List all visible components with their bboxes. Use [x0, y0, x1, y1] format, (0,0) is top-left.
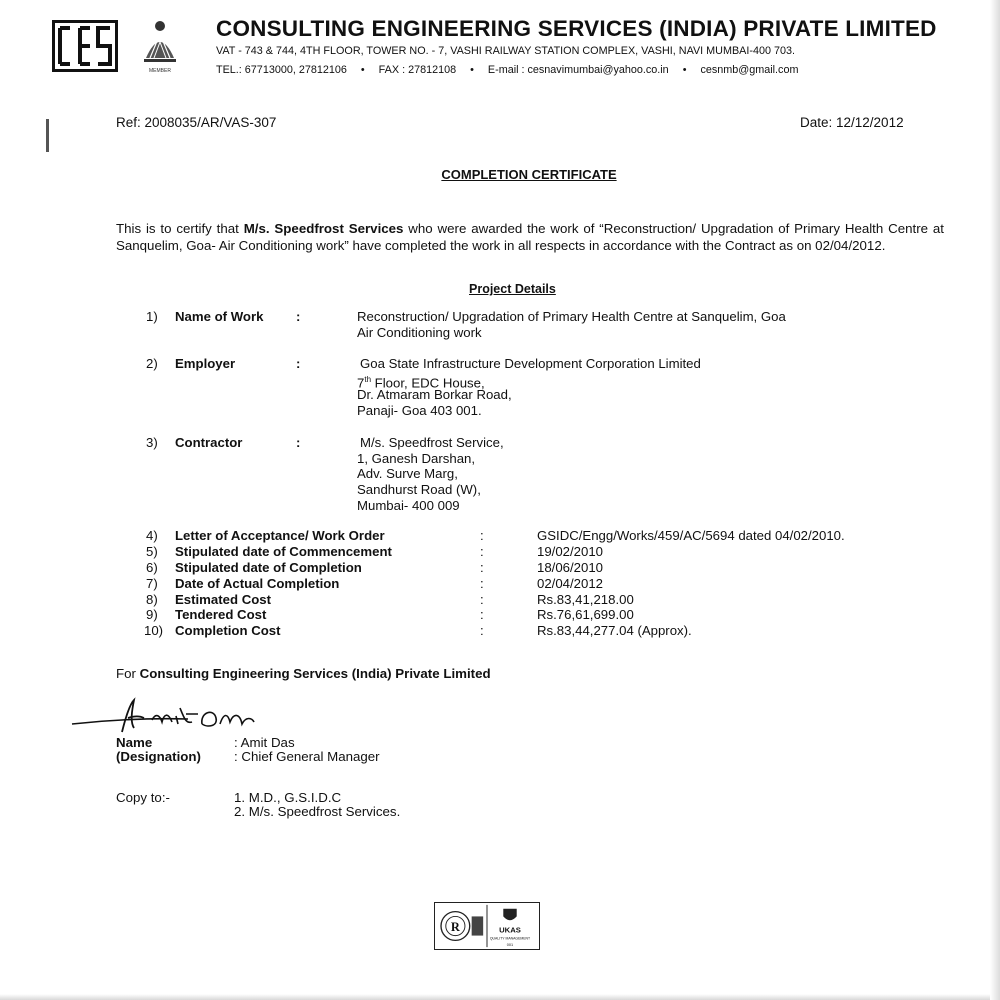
value-line: Sandhurst Road (W), [357, 482, 481, 498]
member-caption: MEMBER [149, 68, 171, 74]
detail-number: 3) [146, 435, 158, 450]
row-value: 18/06/2010 [537, 560, 604, 575]
ukas-code: 001 [506, 943, 514, 948]
value-line: M/s. Speedfrost Service, [360, 435, 504, 450]
separator-bullet: • [360, 64, 365, 76]
separator-bullet: • [470, 64, 474, 76]
summary-row [146, 528, 966, 544]
row-colon: : [480, 623, 484, 638]
fax: FAX : 27812108 [378, 64, 457, 76]
row-number: 10) [144, 623, 164, 638]
value-line: Goa State Infrastructure Development Corporation Limited [360, 356, 701, 371]
reference-number: Ref: 2008035/AR/VAS-307 [116, 115, 277, 130]
row-value: Rs.83,44,277.04 (Approx). [537, 623, 692, 638]
ces-logo-icon [52, 20, 118, 72]
row-number: 5) [146, 544, 158, 559]
value-line: Panaji- Goa 403 001. [357, 403, 482, 419]
value-line: 1, Ganesh Darshan, [357, 450, 476, 466]
row-number: 4) [146, 528, 158, 543]
designation-label: (Designation) [116, 749, 201, 764]
row-value: 02/04/2012 [537, 576, 604, 591]
row-number: 9) [146, 607, 158, 622]
summary-row [146, 544, 966, 560]
company-name: CONSULTING ENGINEERING SERVICES (INDIA) PRIVATE LIMITED [216, 16, 937, 41]
value-line: Dr. Atmaram Borkar Road, [357, 387, 512, 403]
summary-row [146, 592, 966, 608]
detail-number: 1) [146, 309, 158, 324]
ordinal-suffix: th [364, 374, 372, 384]
row-number: 8) [146, 592, 158, 607]
for-company-name: Consulting Engineering Services (India) Private Limited [139, 666, 491, 681]
intro-text-continued: who were awarded the work of “Reconstruction/ Upgradation of Primary Health Centre at Sanquelim, Goa- Air Conditioning work” have completed the work in all respects in accordance with the Contract as on 02/04/2012. [116, 221, 944, 253]
detail-colon: : [296, 309, 301, 324]
row-colon: : [480, 592, 484, 607]
contact-line [216, 64, 798, 76]
certificate-date: Date: 12/12/2012 [800, 115, 904, 130]
project-details-heading: Project Details [469, 282, 556, 296]
row-label: Stipulated date of Commencement [175, 544, 392, 559]
row-label: Date of Actual Completion [175, 576, 340, 591]
detail-number: 2) [146, 356, 158, 371]
name-label: Name [116, 735, 153, 750]
summary-row [146, 560, 966, 576]
row-colon: : [480, 576, 484, 591]
detail-label: Employer [175, 356, 236, 371]
designation-value: : Chief General Manager [234, 749, 380, 764]
name-value: : Amit Das [234, 735, 295, 750]
row-colon: : [480, 607, 484, 622]
detail-colon: : [296, 435, 301, 450]
row-label: Estimated Cost [175, 592, 271, 607]
value-line: Adv. Surve Marg, [357, 466, 458, 482]
copy-to-label: Copy to:- [116, 790, 170, 805]
signatory-designation-row [116, 749, 380, 764]
telephone: TEL.: 67713000, 27812106 [216, 64, 347, 76]
for-company-line [116, 666, 491, 681]
row-value: Rs.76,61,699.00 [537, 607, 634, 622]
detail-value [357, 356, 701, 419]
intro-text: This is to certify that [116, 221, 244, 236]
summary-row [146, 576, 966, 592]
row-label: Letter of Acceptance/ Work Order [175, 528, 385, 543]
value-line: Mumbai- 400 009 [357, 497, 460, 513]
quality-certification-marks-icon [434, 902, 540, 950]
value-line: Reconstruction/ Upgradation of Primary Health Centre at Sanquelim, Goa [357, 309, 786, 324]
row-colon: : [480, 528, 484, 543]
handwritten-signature [68, 694, 308, 740]
signatory-name-row [116, 735, 295, 750]
certificate-title: COMPLETION CERTIFICATE [441, 167, 617, 182]
registered-mark-letter: R [450, 919, 460, 934]
staple-mark [46, 119, 49, 152]
ukas-label: UKAS [499, 925, 521, 935]
row-colon: : [480, 560, 484, 575]
email-primary: E-mail : cesnavimumbai@yahoo.co.in [487, 64, 669, 76]
detail-label: Contractor [175, 435, 243, 450]
row-label: Stipulated date of Completion [175, 560, 362, 575]
value-line [357, 372, 701, 391]
for-prefix: For [116, 666, 140, 681]
contractor-firm-name: M/s. Speedfrost Services [243, 221, 404, 236]
copy-to-item: 1. M.D., G.S.I.D.C [234, 790, 342, 805]
floor-number: 7 [357, 375, 365, 391]
detail-label: Name of Work [175, 309, 264, 324]
certificate-intro [116, 220, 944, 254]
company-address: VAT - 743 & 744, 4TH FLOOR, TOWER NO. - 7, VASHI RAILWAY STATION COMPLEX, VASHI, NAVI MUMBAI-400 703. [216, 45, 795, 57]
row-label: Tendered Cost [175, 607, 267, 622]
detail-value [357, 435, 504, 513]
member-emblem-icon [132, 18, 188, 76]
row-value: GSIDC/Engg/Works/459/AC/5694 dated 04/02/2010. [537, 528, 845, 543]
detail-colon: : [296, 356, 301, 371]
row-number: 7) [146, 576, 158, 591]
row-colon: : [480, 544, 484, 559]
separator-bullet: • [682, 64, 687, 76]
value-line: Air Conditioning work [357, 324, 482, 340]
email-secondary: cesnmb@gmail.com [700, 64, 799, 76]
summary-row [146, 607, 966, 623]
summary-row [146, 623, 966, 639]
detail-value [357, 309, 786, 340]
row-number: 6) [146, 560, 158, 575]
row-value: 19/02/2010 [537, 544, 604, 559]
copy-to-item: 2. M/s. Speedfrost Services. [234, 804, 401, 819]
floor-text: Floor, EDC House, [371, 375, 485, 391]
row-label: Completion Cost [175, 623, 281, 638]
ukas-sub: QUALITY MANAGEMENT [489, 936, 531, 941]
row-value: Rs.83,41,218.00 [537, 592, 634, 607]
